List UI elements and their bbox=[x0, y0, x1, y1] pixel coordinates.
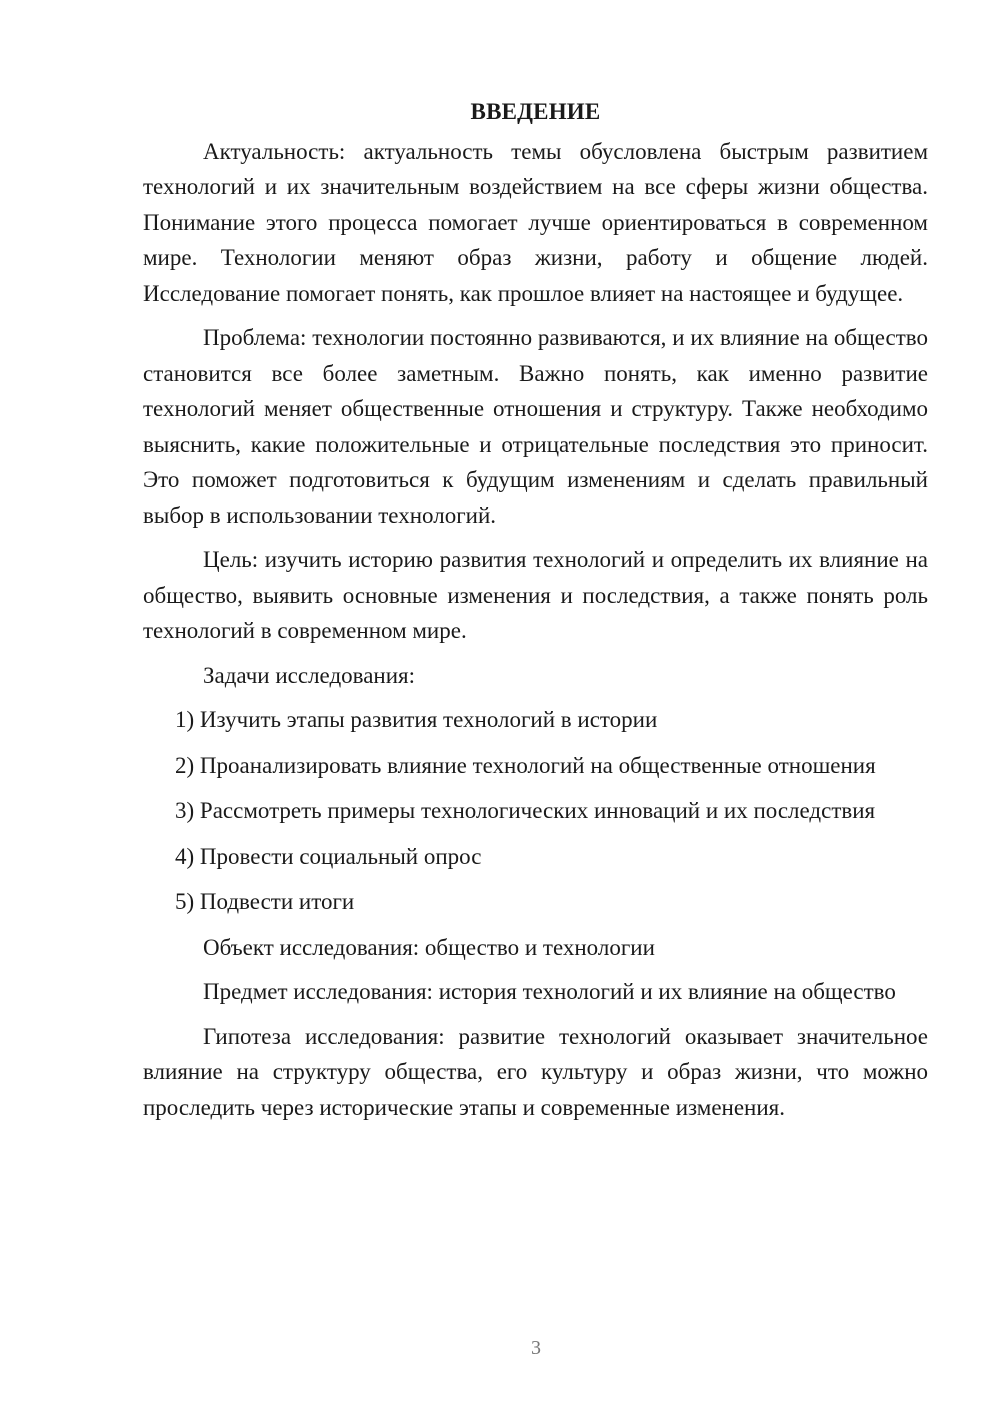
relevance-paragraph: Актуальность: актуальность темы обусловлена быстрым развитием технологий и их значительным воздействием на все сферы жизни общества. Понимание этого процесса помогает лучше ориентироваться в современном мире. Технологии меняют образ жизни, работу и общение людей. Исследование помогает понять, как прошлое влияет на настоящее и будущее. bbox=[143, 138, 928, 306]
task-item-4: 4) Провести социальный опрос bbox=[175, 843, 482, 869]
object-paragraph: Объект исследования: общество и технологии bbox=[203, 934, 655, 960]
subject-paragraph: Предмет исследования: история технологий и их влияние на общество bbox=[203, 979, 896, 1004]
page-number: 3 bbox=[531, 1337, 541, 1359]
task-item-3: 3) Рассмотреть примеры технологических инноваций и их последствия bbox=[175, 798, 876, 823]
hypothesis-paragraph: Гипотеза исследования: развитие технологий оказывает значительное влияние на структуру общества, его культуру и образ жизни, что можно проследить через исторические этапы и современные изменения. bbox=[143, 1023, 928, 1120]
task-item-5: 5) Подвести итоги bbox=[175, 889, 355, 914]
task-item-2: 2) Проанализировать влияние технологий на общественные отношения bbox=[175, 752, 876, 778]
problem-paragraph: Проблема: технологии постоянно развиваются, и их влияние на общество становится все более заметным. Важно понять, как именно развитие технологий меняет общественные отношения и структуру. Также необходимо выяснить, какие положительные и отрицательные последствия это приносит. Это поможет подготовиться к будущим изменениям и сделать правильный выбор в использовании технологий. bbox=[143, 325, 928, 528]
tasks-list bbox=[143, 702, 928, 920]
page-content bbox=[143, 94, 928, 1134]
page-title: ВВЕДЕНИЕ bbox=[470, 99, 601, 124]
tasks-heading: Задачи исследования: bbox=[203, 662, 416, 688]
goal-paragraph: Цель: изучить историю развития технологий и определить их влияние на общество, выявить основные изменения и последствия, а также понять роль технологий в современном мире. bbox=[143, 547, 928, 643]
task-item-1: 1) Изучить этапы развития технологий в истории bbox=[175, 707, 658, 732]
